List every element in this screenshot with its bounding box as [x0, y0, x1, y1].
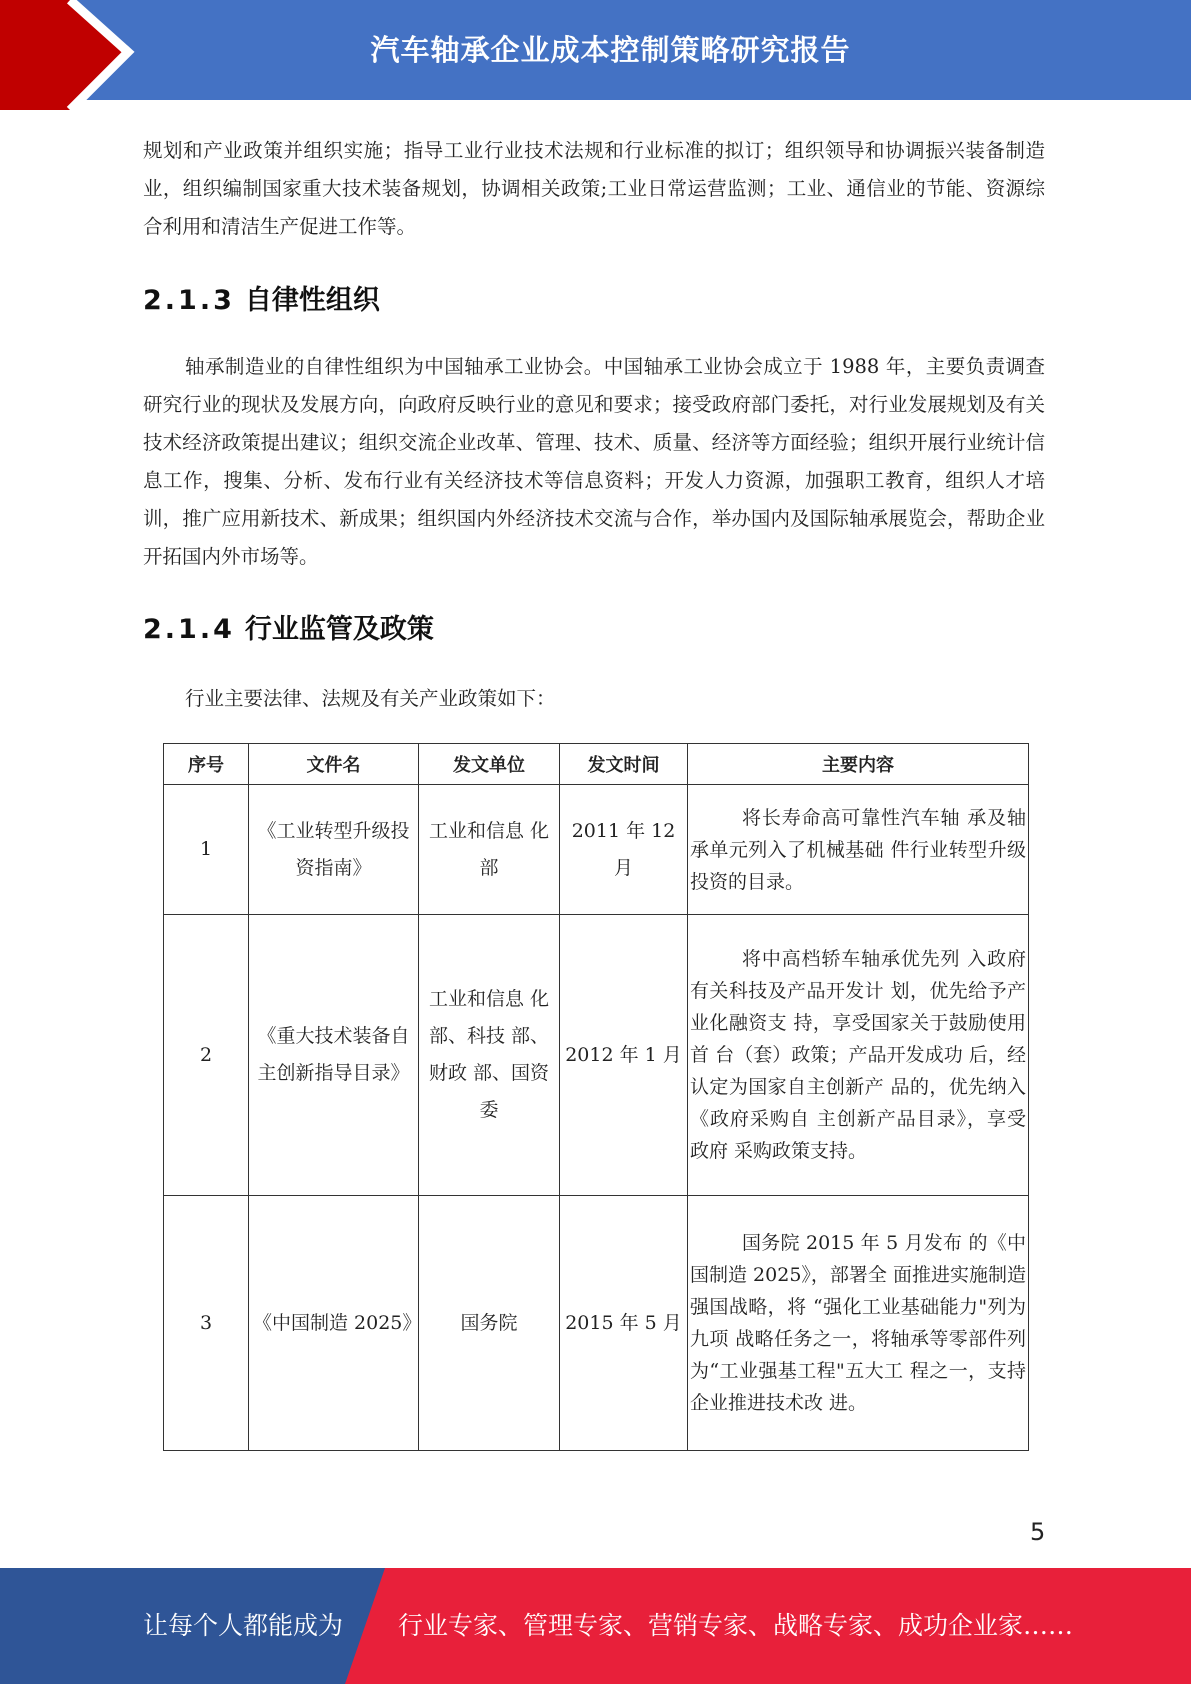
table-row	[164, 915, 1029, 1196]
cell-content-text: 国务院 2015 年 5 月发布 的《中国制造 2025》，部署全 面推进实施制造强国战略，将 “强化工业基础能力"列为九项 战略任务之一，将轴承等零部件列为“工业强基工程"五大工 程之一，支持企业推进技术改 进。	[690, 1232, 1026, 1414]
paragraph-self-regulatory: 轴承制造业的自律性组织为中国轴承工业协会。中国轴承工业协会成立于 1988 年，主要负责调查研究行业的现状及发展方向，向政府反映行业的意见和要求；接受政府部门委托，对行业发展规划及有关技术经济政策提出建议；组织交流企业改革、管理、技术、质量、经济等方面经验；组织开展行业统计信息工作，搜集、分析、发布行业有关经济技术等信息资料；开发人力资源，加强职工教育，组织人才培训，推广应用新技术、新成果；组织国内外经济技术交流与合作，举办国内及国际轴承展览会，帮助企业开拓国内外市场等。	[143, 355, 1045, 568]
footer-slogan-left: 让每个人都能成为	[143, 1611, 344, 1640]
section-title: 自律性组织	[244, 285, 380, 316]
cell-name: 《重大技术装备自主创新指导目录》	[249, 915, 419, 1196]
section-title: 行业监管及政策	[244, 614, 434, 645]
table-intro: 行业主要法律、法规及有关产业政策如下：	[185, 687, 556, 710]
cell-name: 《工业转型升级投资指南》	[249, 785, 419, 915]
header-no: 序号	[164, 744, 249, 785]
paragraph-intro: 规划和产业政策并组织实施；指导工业行业技术法规和行业标准的拟订；组织领导和协调振兴装备制造业，组织编制国家重大技术装备规划，协调相关政策;工业日常运营监测；工业、通信业的节能、资源综合利用和清洁生产促进工作等。	[143, 139, 1045, 238]
report-title: 汽车轴承企业成本控制策略研究报告	[370, 33, 851, 67]
table-row	[164, 1196, 1029, 1451]
cell-date: 2015 年 5 月	[560, 1196, 688, 1451]
header-name: 文件名	[249, 744, 419, 785]
cell-issuer: 国务院	[419, 1196, 560, 1451]
page-number: 5	[1030, 1518, 1046, 1546]
cell-no: 3	[164, 1196, 249, 1451]
cell-date: 2011 年 12 月	[560, 785, 688, 915]
cell-content	[688, 785, 1029, 915]
section-heading-2-1-3	[143, 278, 380, 317]
table-row	[164, 785, 1029, 915]
cell-content	[688, 915, 1029, 1196]
cell-name: 《中国制造 2025》	[249, 1196, 419, 1451]
cell-content-text: 将中高档轿车轴承优先列 入政府有关科技及产品开发计 划，优先给予产业化融资支 持，享受国家关于鼓励使用首 台（套）政策；产品开发成功 后，经认定为国家自主创新产 品的，优先纳入《政府采购自 主创新产品目录》，享受政府 采购政策支持。	[690, 948, 1026, 1162]
cell-issuer: 工业和信息 化部	[419, 785, 560, 915]
page-footer	[0, 1568, 1191, 1684]
cell-issuer: 工业和信息 化部、科技 部、财政 部、国资委	[419, 915, 560, 1196]
header-issuer: 发文单位	[419, 744, 560, 785]
section-heading-2-1-4	[143, 607, 434, 646]
header-content: 主要内容	[688, 744, 1029, 785]
page-header	[0, 0, 1191, 110]
cell-no: 2	[164, 915, 249, 1196]
cell-date: 2012 年 1 月	[560, 915, 688, 1196]
cell-no: 1	[164, 785, 249, 915]
section-number: 2.1.4	[143, 614, 235, 645]
cell-content	[688, 1196, 1029, 1451]
cell-content-text: 将长寿命高可靠性汽车轴 承及轴承单元列入了机械基础 件行业转型升级投资的目录。	[690, 806, 1026, 893]
table-header-row	[164, 744, 1029, 785]
policy-table	[163, 743, 1029, 1451]
header-date: 发文时间	[560, 744, 688, 785]
section-number: 2.1.3	[143, 285, 235, 316]
footer-slogan-right: 行业专家、管理专家、营销专家、战略专家、成功企业家……	[398, 1611, 1074, 1640]
